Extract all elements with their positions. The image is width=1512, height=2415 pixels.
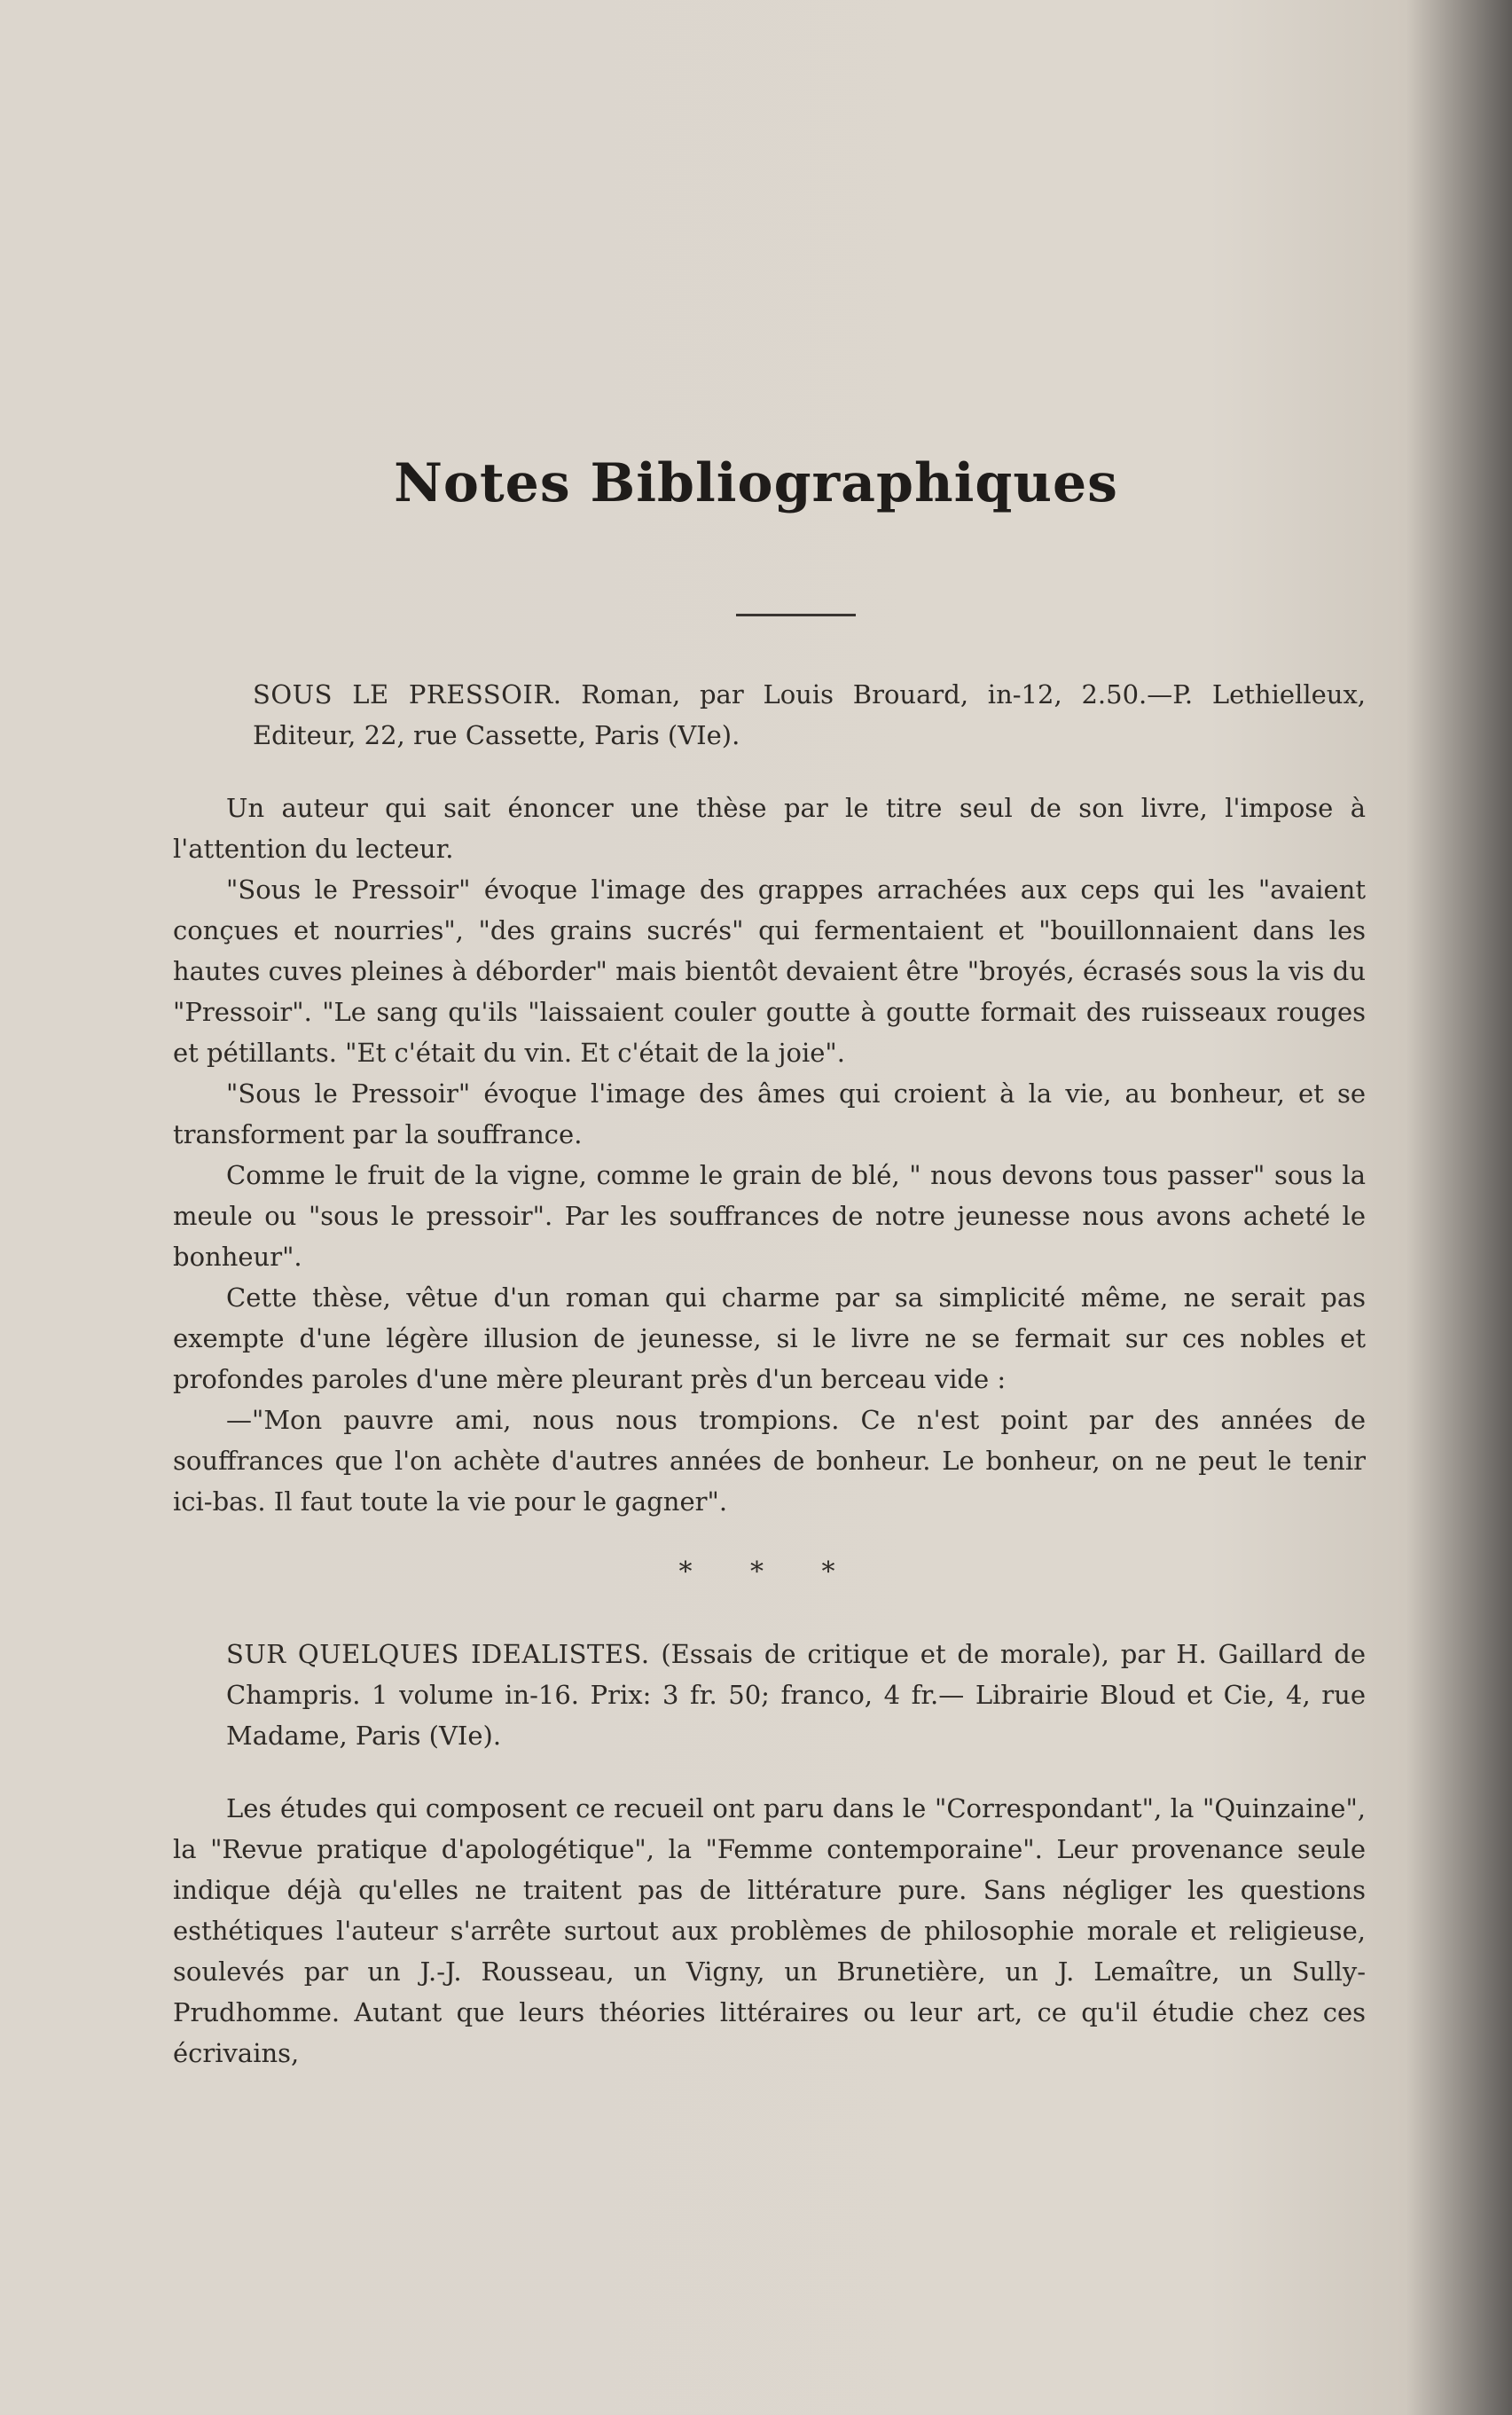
entry-title: SUR QUELQUES IDEALISTES. bbox=[226, 1639, 650, 1669]
paragraph: Cette thèse, vêtue d'un roman qui charme par sa simplicité même, ne serait pas exempte d'une légère illusion de jeunesse, si le livre ne se fermait sur ces nobles et profondes paroles d'une mère pleurant près d'un berceau vide : bbox=[173, 1282, 1366, 1394]
entry-body-2 bbox=[173, 1788, 1366, 2074]
paragraph: —"Mon pauvre ami, nous nous trompions. Ce n'est point par des années de souffrances que l'on achète d'autres années de bonheur. Le bonheur, on ne peut le tenir ici-bas. Il faut toute la vie pour le gagner". bbox=[173, 1405, 1366, 1517]
entry-heading-1 bbox=[200, 674, 1366, 756]
entry-body-1 bbox=[173, 788, 1366, 1522]
paragraph: "Sous le Pressoir" évoque l'image des âmes qui croient à la vie, au bonheur, et se transforment par la souffrance. bbox=[173, 1078, 1366, 1149]
entry-title: SOUS LE PRESSOIR. bbox=[253, 679, 562, 710]
entry-details: (Essais de critique et de morale), par H. Gaillard de Champris. 1 volume in-16. Prix: 3 fr. 50; franco, 4 fr.— Librairie Bloud et Cie, 4, rue Madame, Paris (VIe). bbox=[226, 1639, 1367, 1751]
paragraph: Les études qui composent ce recueil ont paru dans le "Correspondant", la "Quinzaine", la "Revue pratique d'apologétique", la "Femme contemporaine". Leur provenance seule indique déjà qu'elles ne traitent pas de littérature pure. Sans négliger les questions esthétiques l'auteur s'arrête surtout aux problèmes de philosophie morale et religieuse, soulevés par un J.-J. Rousseau, un Vigny, un Brunetière, un J. Lemaître, un Sully-Prudhomme. Autant que leurs théories littéraires ou leur art, ce qu'il étudie chez ces écrivains, bbox=[173, 1793, 1366, 2068]
entry-heading-2 bbox=[173, 1634, 1366, 1756]
notes-content bbox=[173, 674, 1366, 2074]
title-rule bbox=[736, 614, 856, 616]
paragraph: Comme le fruit de la vigne, comme le grain de blé, " nous devons tous passer" sous la meule ou "sous le pressoir". Par les souffrances de notre jeunesse nous avons acheté le bonheur". bbox=[173, 1160, 1366, 1272]
section-separator: * * * bbox=[678, 1556, 860, 1588]
paragraph: "Sous le Pressoir" évoque l'image des grappes arrachées aux ceps qui les "avaient conçues et nourries", "des grains sucrés" qui fermentaient et "bouillonnaient dans les hautes cuves pleines à déborder" mais bientôt devaient être "broyés, écrasés sous la vis du "Pressoir". "Le sang qu'ils "laissaient couler goutte à goutte formait des ruisseaux rouges et pétillants. "Et c'était du vin. Et c'était de la joie". bbox=[173, 874, 1366, 1068]
page-title: Notes Bibliographiques bbox=[394, 452, 1118, 514]
paragraph: Un auteur qui sait énoncer une thèse par le titre seul de son livre, l'impose à l'attention du lecteur. bbox=[173, 793, 1366, 864]
entry-details: Roman, par Louis Brouard, in-12, 2.50.—P. Lethielleux, Editeur, 22, rue Cassette, Paris (VIe). bbox=[253, 679, 1367, 750]
